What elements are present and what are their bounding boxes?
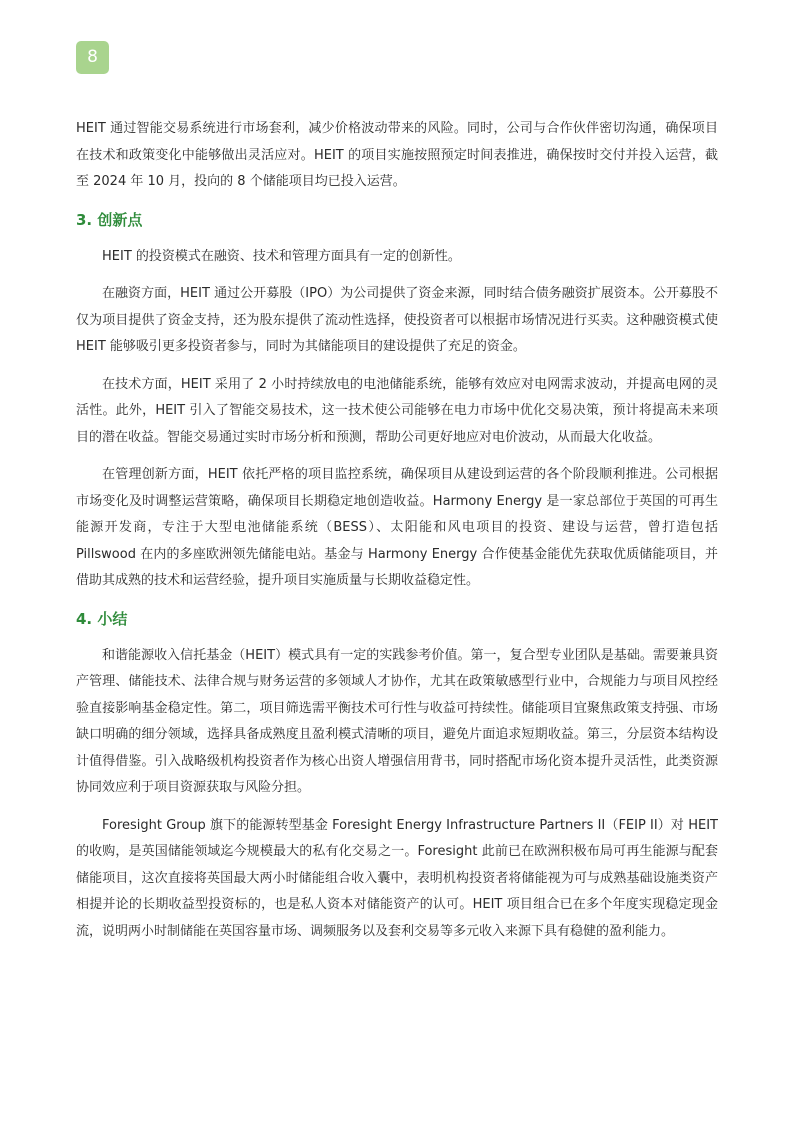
section-heading-summary: 4. 小结 (76, 609, 128, 628)
section-heading-innovation: 3. 创新点 (76, 210, 143, 229)
paragraph-summary-acquisition: Foresight Group 旗下的能源转型基金 Foresight Energy Infrastructure Partners II（FEIP II）对 HEIT 的收购，是英国储能领域迄今规模最大的私有化交易之一。Foresight 此前已在欧洲积极布局可再生能源与配套储能项目，这次直接将英国最大两小时储能组合收入囊中，表明机构投资者将储能视为可与成熟基础设施类资产相提并论的长期收益型投资标的，也是私人资本对储能资产的认可。HEIT 项目组合已在多个年度实现稳定现金流，说明两小时制储能在英国容量市场、调频服务以及套利交易等多元收入来源下具有稳健的盈利能力。 (76, 817, 718, 939)
paragraph-summary-model: 和谐能源收入信托基金（HEIT）模式具有一定的实践参考价值。第一，复合型专业团队是基础。需要兼具资产管理、储能技术、法律合规与财务运营的多领域人才协作，尤其在政策敏感型行业中，合规能力与项目风控经验直接影响基金稳定性。第二，项目筛选需平衡技术可行性与收益可持续性。储能项目宜聚焦政策支持强、市场缺口明确的细分领域，选择具备成熟度且盈利模式清晰的项目，避免片面追求短期收益。第三，分层资本结构设计值得借鉴。引入战略级机构投资者作为核心出资人增强信用背书，同时搭配市场化资本提升灵活性，此类资源协同效应利于项目资源获取与风险分担。 (76, 647, 718, 795)
document-body (76, 116, 718, 956)
paragraph-technology: 在技术方面，HEIT 采用了 2 小时持续放电的电池储能系统，能够有效应对电网需求波动，并提高电网的灵活性。此外，HEIT 引入了智能交易技术，这一技术使公司能够在电力市场中优化交易决策，预计将提高未来项目的潜在收益。智能交易通过实时市场分析和预测，帮助公司更好地应对电价波动，从而最大化收益。 (76, 376, 718, 445)
paragraph-innovation-summary: HEIT 的投资模式在融资、技术和管理方面具有一定的创新性。 (102, 248, 461, 264)
paragraph-financing: 在融资方面，HEIT 通过公开募股（IPO）为公司提供了资金来源，同时结合债务融资扩展资本。公开募股不仅为项目提供了资金支持，还为股东提供了流动性选择，使投资者可以根据市场情况进行买卖。这种融资模式使 HEIT 能够吸引更多投资者参与，同时为其储能项目的建设提供了充足的资金。 (76, 286, 718, 354)
page-number-badge: 8 (76, 41, 109, 74)
paragraph-intro: HEIT 通过智能交易系统进行市场套利，减少价格波动带来的风险。同时，公司与合作伙伴密切沟通，确保项目在技术和政策变化中能够做出灵活应对。HEIT 的项目实施按照预定时间表推进，确保按时交付并投入运营，截至 2024 年 10 月，投向的 8 个储能项目均已投入运营。 (76, 121, 718, 189)
paragraph-management: 在管理创新方面，HEIT 依托严格的项目监控系统，确保项目从建设到运营的各个阶段顺利推进。公司根据市场变化及时调整运营策略，确保项目长期稳定地创造收益。Harmony Energy 是一家总部位于英国的可再生能源开发商，专注于大型电池储能系统（BESS）、太阳能和风电项目的投资、建设与运营，曾打造包括 Pillswood 在内的多座欧洲领先储能电站。基金与 Harmony Energy 合作使基金能优先获取优质储能项目，并借助其成熟的技术和运营经验，提升项目实施质量与长期收益稳定性。 (76, 467, 718, 588)
